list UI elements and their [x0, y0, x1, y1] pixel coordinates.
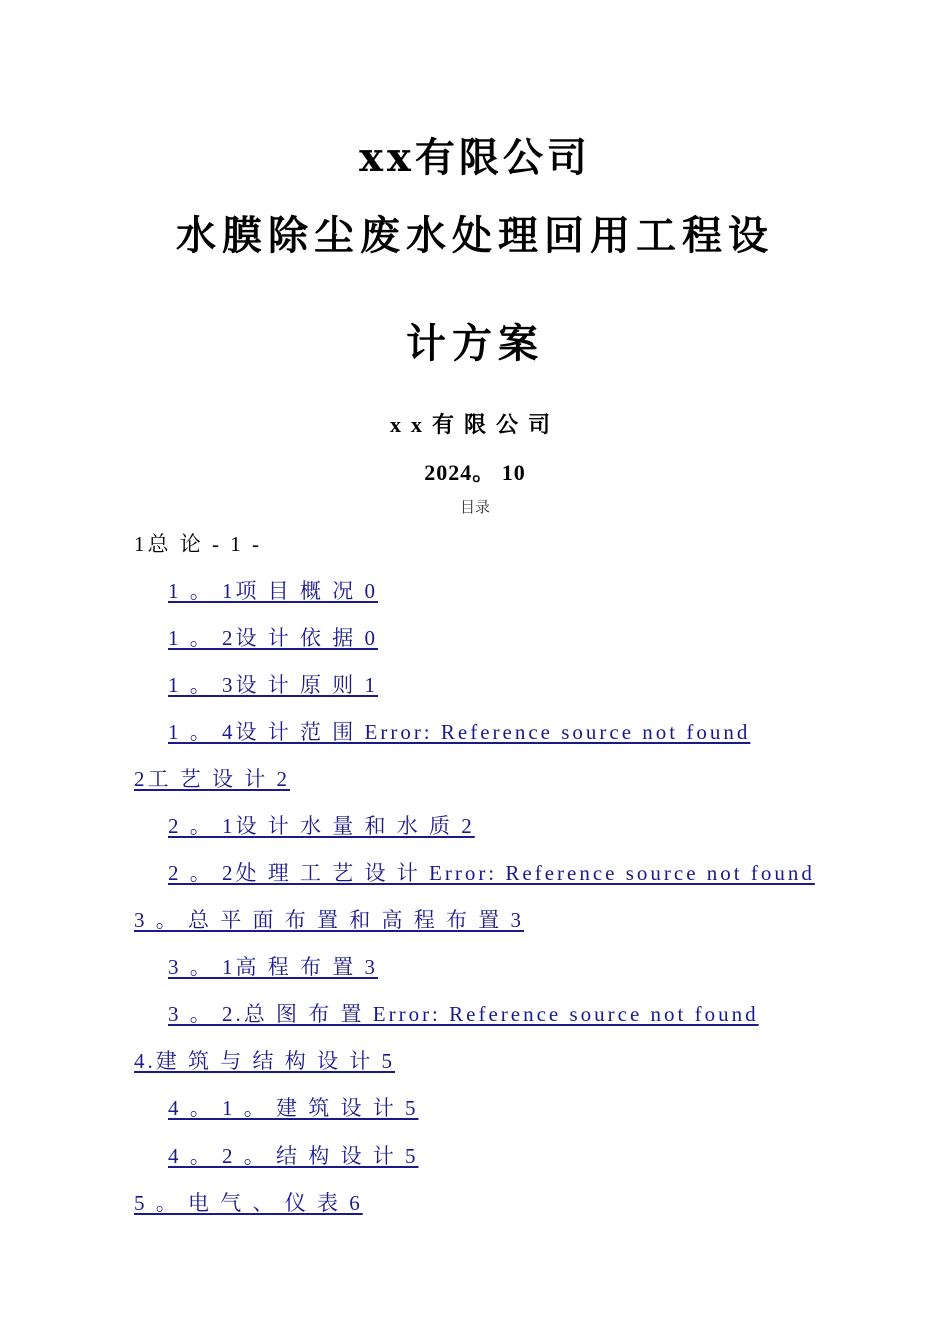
- toc-entry-3-2[interactable]: 3 。 2.总 图 布 置 Error: Reference source not found: [168, 1002, 759, 1026]
- company-name: xx有限公司: [389, 412, 560, 437]
- title-line-1: xx有限公司: [359, 134, 591, 181]
- title-line-3: 计方案: [406, 320, 544, 367]
- toc-entry-3[interactable]: 3 。 总 平 面 布 置 和 高 程 布 置 3: [134, 908, 524, 932]
- toc-heading: 目录: [459, 498, 490, 516]
- toc-entry-1-2[interactable]: 1 。 2设 计 依 据 0: [168, 626, 378, 650]
- toc-entry-5[interactable]: 5 。 电 气 、 仪 表 6: [134, 1191, 363, 1215]
- toc-entry-3-1[interactable]: 3 。 1高 程 布 置 3: [168, 955, 378, 979]
- toc-entry-2[interactable]: 2工 艺 设 计 2: [134, 767, 290, 791]
- toc-entry-4[interactable]: 4.建 筑 与 结 构 设 计 5: [134, 1049, 395, 1073]
- toc-entry-2-1[interactable]: 2 。 1设 计 水 量 和 水 质 2: [168, 814, 475, 838]
- toc-entry-4-1[interactable]: 4 。 1 。 建 筑 设 计 5: [168, 1096, 419, 1120]
- toc-entry-2-2[interactable]: 2 。 2处 理 工 艺 设 计 Error: Reference source not found: [168, 861, 815, 885]
- toc-entry-4-2[interactable]: 4 。 2 。 结 构 设 计 5: [168, 1144, 419, 1168]
- toc-entry-1-1[interactable]: 1 。 1项 目 概 况 0: [168, 579, 378, 603]
- toc-entry-1-3[interactable]: 1 。 3设 计 原 则 1: [168, 673, 378, 697]
- toc-entry-1-4[interactable]: 1 。 4设 计 范 围 Error: Reference source not found: [168, 720, 751, 744]
- toc-entry-1: 1总 论 - 1 -: [134, 532, 262, 556]
- document-date: 2024。 10: [424, 460, 526, 485]
- title-line-2: 水膜除尘废水处理回用工程设: [176, 212, 774, 259]
